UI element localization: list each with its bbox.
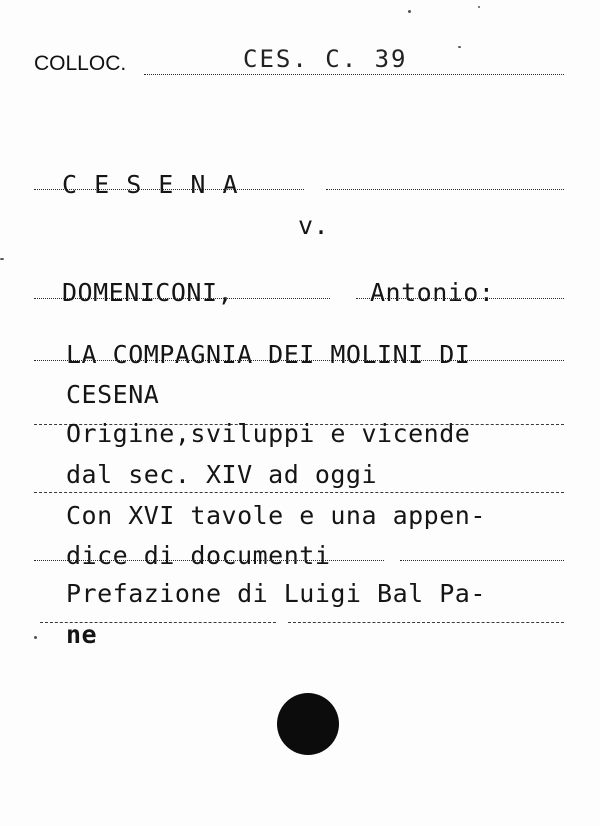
title-line-6: dice di documenti xyxy=(66,541,331,570)
versus-mark: v. xyxy=(298,211,330,240)
title-dotted-line-6-right xyxy=(400,560,564,561)
scan-speck xyxy=(34,636,37,639)
author-dotted-line-right xyxy=(356,298,564,299)
title-dotted-line-1 xyxy=(34,360,564,361)
title-dotted-line-6-left xyxy=(34,560,384,561)
scan-speck xyxy=(408,10,411,13)
title-line-1: LA COMPAGNIA DEI MOLINI DI xyxy=(66,340,471,369)
colloc-label: COLLOC. xyxy=(34,52,127,75)
title-line-8: ne xyxy=(66,620,98,649)
place-dotted-line-right xyxy=(326,189,564,190)
place-heading: C E S E N A xyxy=(62,170,239,199)
title-line-4: dal sec. XIV ad oggi xyxy=(66,460,378,489)
place-dotted-line-left xyxy=(34,189,304,190)
colloc-dotted-line xyxy=(144,74,564,75)
author-name: Antonio: xyxy=(370,278,495,307)
colloc-value: CES. C. 39 xyxy=(243,45,408,73)
scan-speck xyxy=(458,46,461,48)
title-line-3: Origine,sviluppi e vicende xyxy=(66,419,471,448)
title-line-2: CESENA xyxy=(66,380,160,409)
author-dotted-line-left xyxy=(34,298,330,299)
author-surname: DOMENICONI, xyxy=(62,278,234,307)
scan-speck xyxy=(478,6,480,8)
scan-speck xyxy=(0,258,4,260)
title-line-5: Con XVI tavole e una appen- xyxy=(66,501,486,530)
title-line-7: Prefazione di Luigi Bal Pa- xyxy=(66,579,486,608)
title-dashed-line-4 xyxy=(34,492,564,493)
punch-hole xyxy=(277,693,339,755)
title-dashed-line-7-right xyxy=(288,622,564,623)
